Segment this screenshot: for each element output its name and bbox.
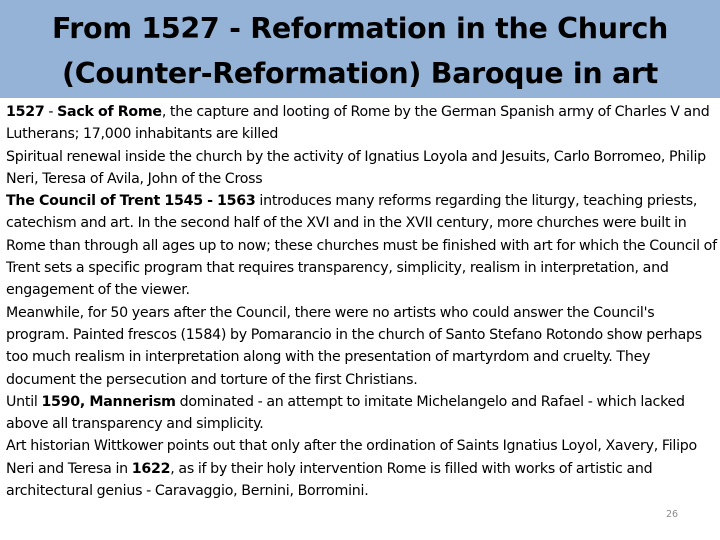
- paragraph-text: Until: [6, 393, 42, 410]
- slide-title-line-2: (Counter-Reformation) Baroque in art: [61, 57, 658, 90]
- paragraph-text: introduces many reforms regarding the liturgy, teaching priests, catechism and art. In the second half of the XVI and in the XVII century, more churches were built in Rome than through all ages up to now; these churches must be finished with art for which the Council of Trent sets a specific program that requires transparency, simplicity, realism in interpretation, and engagement of the viewer.: [6, 193, 717, 299]
- sack-of-rome-heading: Sack of Rome: [57, 104, 162, 120]
- paragraph-spiritual-renewal: [6, 146, 718, 191]
- paragraph-wittkower: [6, 435, 718, 502]
- paragraph-text: , the capture and looting of Rome by the German Spanish army of Charles V and Lutherans; 17,000 inhabitants are killed: [6, 104, 710, 143]
- paragraph-mannerism: [6, 391, 718, 436]
- paragraph-text: -: [44, 104, 58, 120]
- council-of-trent-heading: The Council of Trent 1545 - 1563: [6, 193, 256, 210]
- slide-number: 26: [665, 509, 679, 520]
- paragraph-meanwhile: [6, 302, 718, 391]
- paragraph-text: dominated - an attempt to imitate Michelangelo and Rafael - which lacked above all transparency and simplicity.: [6, 393, 685, 433]
- slide-title-line-1: From 1527 - Reformation in the Church: [51, 12, 669, 45]
- paragraph-text: , as if by their holy intervention Rome is filled with works of artistic and architectural genius - Caravaggio, Bernini, Borromini.: [6, 460, 653, 500]
- year-1527: 1527: [6, 104, 45, 120]
- paragraph-text: Meanwhile, for 50 years after the Council, there were no artists who could answer the Council's program. Painted frescos (1584) by Pomarancio in the church of Santo Stefano Rotondo show perhaps too much realism in interpretation along with the presentation of martyrdom and cruelty. They document the persecution and torture of the first Christians.: [6, 304, 702, 388]
- paragraph-text: Spiritual renewal inside the church by the activity of Ignatius Loyola and Jesuits, Carlo Borromeo, Philip Neri, Teresa of Avila, John of the Cross: [6, 148, 706, 187]
- year-1622: 1622: [131, 460, 171, 477]
- slide-body: [6, 101, 718, 502]
- slide-title: [0, 6, 720, 96]
- paragraph-council-of-trent: [6, 190, 718, 301]
- paragraph-text: Art historian Wittkower points out that only after the ordination of Saints Ignatius Loyol, Xavery, Filipo Neri and Teresa in: [6, 438, 697, 477]
- paragraph-sack-of-rome: [6, 101, 718, 146]
- mannerism-heading: 1590, Mannerism: [41, 393, 176, 410]
